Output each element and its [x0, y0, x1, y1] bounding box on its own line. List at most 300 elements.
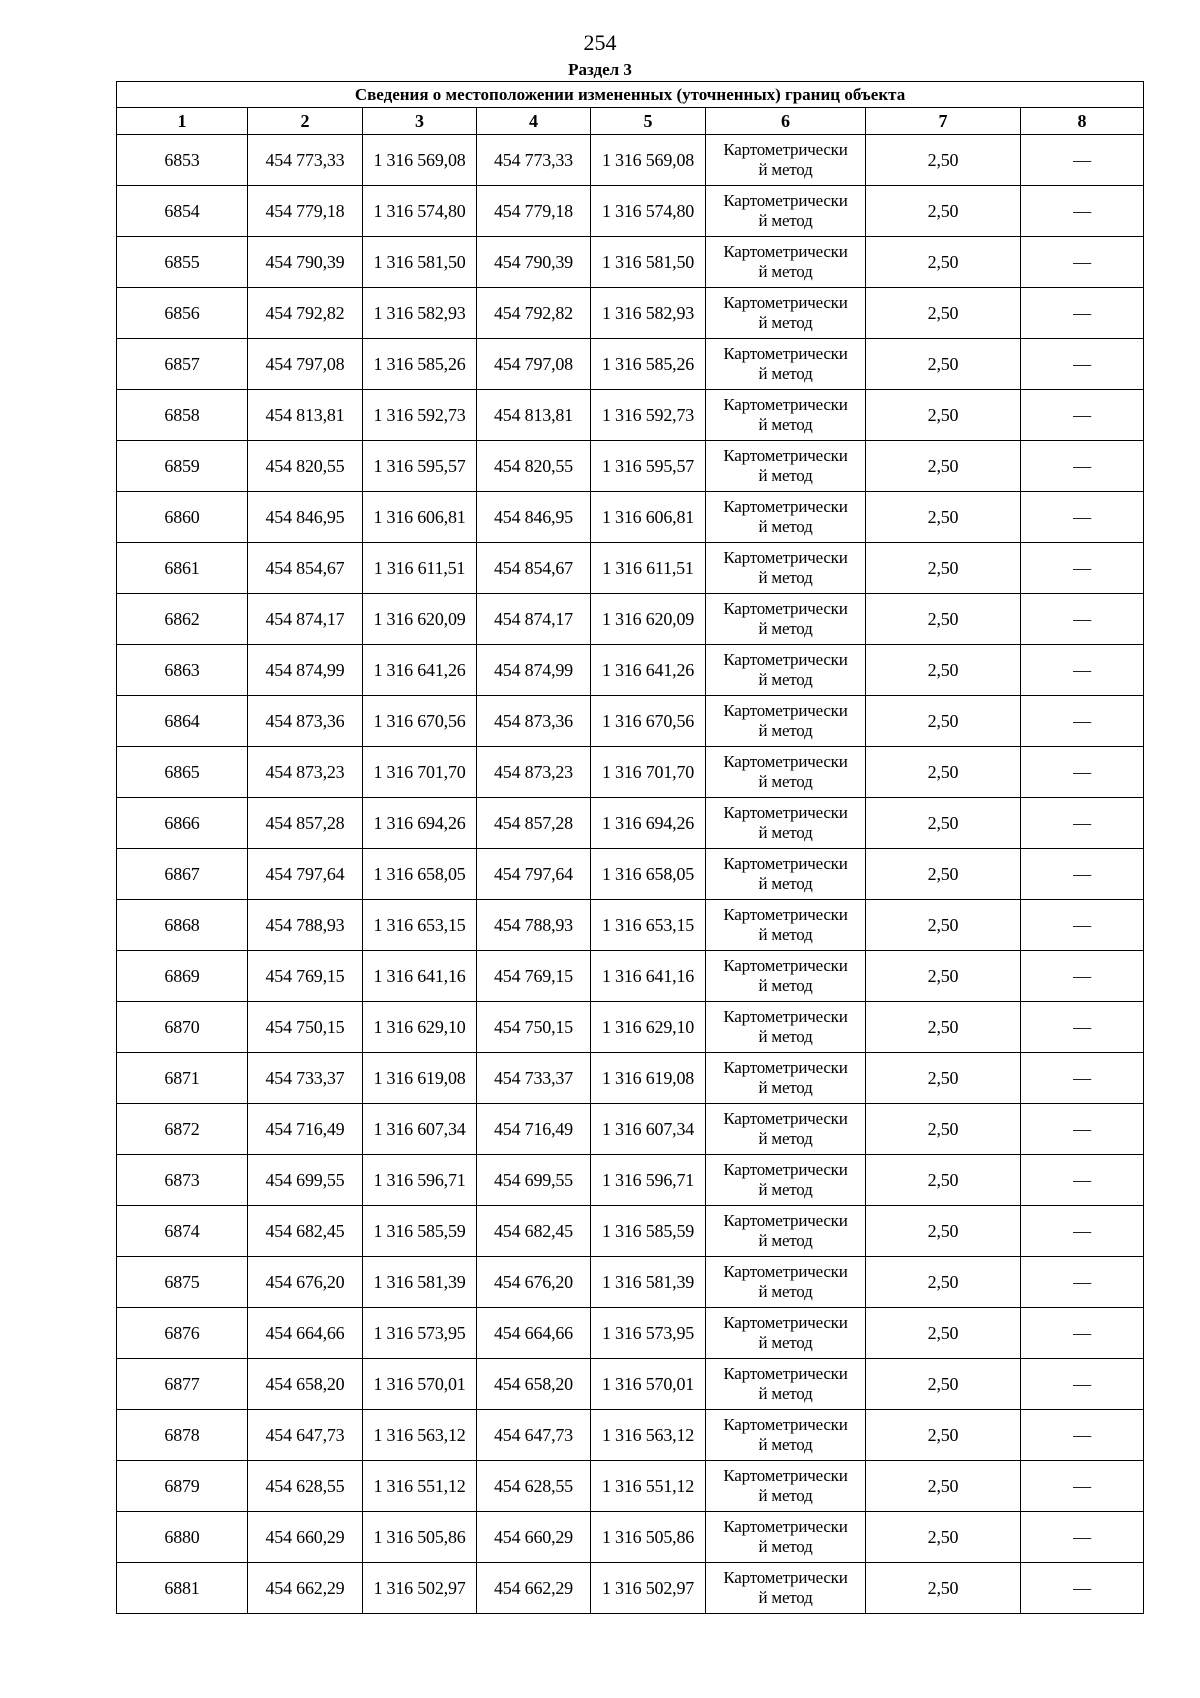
x-new-cell: 454 788,93 [477, 900, 591, 951]
y-new-cell: 1 316 658,05 [591, 849, 706, 900]
method-cell [706, 1206, 866, 1257]
x-new-cell: 454 820,55 [477, 441, 591, 492]
description-cell: — [1021, 543, 1144, 594]
accuracy-cell: 2,50 [866, 1155, 1021, 1206]
point-number-cell: 6856 [117, 288, 248, 339]
method-cell [706, 696, 866, 747]
method-cell [706, 1257, 866, 1308]
table-row [117, 1512, 1144, 1563]
column-number-row [117, 108, 1144, 135]
method-cell [706, 543, 866, 594]
x-existing-cell: 454 658,20 [248, 1359, 363, 1410]
method-line: й метод [758, 1588, 813, 1607]
accuracy-cell: 2,50 [866, 492, 1021, 543]
x-existing-cell: 454 873,23 [248, 747, 363, 798]
y-existing-cell: 1 316 505,86 [363, 1512, 477, 1563]
method-line: Картометрически [723, 446, 848, 465]
y-existing-cell: 1 316 641,16 [363, 951, 477, 1002]
description-cell: — [1021, 645, 1144, 696]
x-existing-cell: 454 797,64 [248, 849, 363, 900]
column-number: 6 [706, 108, 866, 135]
accuracy-cell: 2,50 [866, 594, 1021, 645]
accuracy-cell: 2,50 [866, 900, 1021, 951]
point-number-cell: 6854 [117, 186, 248, 237]
accuracy-cell: 2,50 [866, 1206, 1021, 1257]
section-title: Раздел 3 [568, 60, 632, 79]
table-row [117, 1308, 1144, 1359]
method-line: Картометрически [723, 1007, 848, 1026]
point-number-cell: 6872 [117, 1104, 248, 1155]
point-number-cell: 6861 [117, 543, 248, 594]
description-cell: — [1021, 1104, 1144, 1155]
x-existing-cell: 454 750,15 [248, 1002, 363, 1053]
y-existing-cell: 1 316 563,12 [363, 1410, 477, 1461]
method-line: Картометрически [723, 1160, 848, 1179]
column-number: 5 [591, 108, 706, 135]
description-cell: — [1021, 900, 1144, 951]
method-line: й метод [758, 1282, 813, 1301]
method-cell [706, 1359, 866, 1410]
accuracy-cell: 2,50 [866, 696, 1021, 747]
point-number-cell: 6878 [117, 1410, 248, 1461]
method-line: й метод [758, 364, 813, 383]
table-row [117, 339, 1144, 390]
table-row [117, 951, 1144, 1002]
y-existing-cell: 1 316 658,05 [363, 849, 477, 900]
method-line: й метод [758, 1078, 813, 1097]
x-new-cell: 454 676,20 [477, 1257, 591, 1308]
table-row [117, 1053, 1144, 1104]
method-line: Картометрически [723, 1415, 848, 1434]
y-existing-cell: 1 316 592,73 [363, 390, 477, 441]
method-line: Картометрически [723, 803, 848, 822]
method-line: Картометрически [723, 191, 848, 210]
x-new-cell: 454 733,37 [477, 1053, 591, 1104]
method-cell [706, 798, 866, 849]
point-number-cell: 6871 [117, 1053, 248, 1104]
description-cell: — [1021, 1512, 1144, 1563]
y-new-cell: 1 316 592,73 [591, 390, 706, 441]
y-existing-cell: 1 316 551,12 [363, 1461, 477, 1512]
point-number-cell: 6865 [117, 747, 248, 798]
column-number: 4 [477, 108, 591, 135]
description-cell: — [1021, 1563, 1144, 1614]
method-line: й метод [758, 1333, 813, 1352]
x-new-cell: 454 874,99 [477, 645, 591, 696]
x-new-cell: 454 660,29 [477, 1512, 591, 1563]
x-new-cell: 454 854,67 [477, 543, 591, 594]
method-line: й метод [758, 313, 813, 332]
method-line: Картометрически [723, 1058, 848, 1077]
boundary-table [116, 81, 1144, 1614]
y-new-cell: 1 316 585,26 [591, 339, 706, 390]
description-cell: — [1021, 288, 1144, 339]
description-cell: — [1021, 1002, 1144, 1053]
y-existing-cell: 1 316 581,50 [363, 237, 477, 288]
y-existing-cell: 1 316 607,34 [363, 1104, 477, 1155]
table-row [117, 1563, 1144, 1614]
description-cell: — [1021, 849, 1144, 900]
table-caption-row [117, 82, 1144, 108]
description-cell: — [1021, 1359, 1144, 1410]
y-existing-cell: 1 316 502,97 [363, 1563, 477, 1614]
y-new-cell: 1 316 619,08 [591, 1053, 706, 1104]
x-existing-cell: 454 769,15 [248, 951, 363, 1002]
table-row [117, 900, 1144, 951]
x-new-cell: 454 716,49 [477, 1104, 591, 1155]
table-row [117, 798, 1144, 849]
method-line: Картометрически [723, 242, 848, 261]
point-number-cell: 6864 [117, 696, 248, 747]
point-number-cell: 6866 [117, 798, 248, 849]
x-new-cell: 454 699,55 [477, 1155, 591, 1206]
table-row [117, 1359, 1144, 1410]
column-number: 1 [117, 108, 248, 135]
description-cell: — [1021, 951, 1144, 1002]
accuracy-cell: 2,50 [866, 747, 1021, 798]
method-line: Картометрически [723, 701, 848, 720]
method-cell [706, 1155, 866, 1206]
method-cell [706, 441, 866, 492]
method-cell [706, 1308, 866, 1359]
method-cell [706, 1563, 866, 1614]
y-new-cell: 1 316 582,93 [591, 288, 706, 339]
method-cell [706, 900, 866, 951]
accuracy-cell: 2,50 [866, 1512, 1021, 1563]
method-cell [706, 951, 866, 1002]
method-cell [706, 1104, 866, 1155]
description-cell: — [1021, 1461, 1144, 1512]
description-cell: — [1021, 1206, 1144, 1257]
method-line: й метод [758, 568, 813, 587]
y-new-cell: 1 316 701,70 [591, 747, 706, 798]
method-cell [706, 135, 866, 186]
description-cell: — [1021, 339, 1144, 390]
x-existing-cell: 454 664,66 [248, 1308, 363, 1359]
description-cell: — [1021, 135, 1144, 186]
description-cell: — [1021, 1155, 1144, 1206]
method-line: Картометрически [723, 1517, 848, 1536]
method-cell [706, 645, 866, 696]
x-existing-cell: 454 733,37 [248, 1053, 363, 1104]
point-number-cell: 6860 [117, 492, 248, 543]
method-cell [706, 339, 866, 390]
method-cell [706, 1512, 866, 1563]
table-row [117, 390, 1144, 441]
y-existing-cell: 1 316 619,08 [363, 1053, 477, 1104]
accuracy-cell: 2,50 [866, 1410, 1021, 1461]
x-existing-cell: 454 797,08 [248, 339, 363, 390]
x-new-cell: 454 873,23 [477, 747, 591, 798]
x-existing-cell: 454 628,55 [248, 1461, 363, 1512]
column-number: 7 [866, 108, 1021, 135]
y-existing-cell: 1 316 574,80 [363, 186, 477, 237]
method-line: Картометрически [723, 140, 848, 159]
y-existing-cell: 1 316 595,57 [363, 441, 477, 492]
method-line: Картометрически [723, 1313, 848, 1332]
accuracy-cell: 2,50 [866, 1563, 1021, 1614]
description-cell: — [1021, 186, 1144, 237]
accuracy-cell: 2,50 [866, 645, 1021, 696]
y-new-cell: 1 316 585,59 [591, 1206, 706, 1257]
description-cell: — [1021, 594, 1144, 645]
column-number: 2 [248, 108, 363, 135]
y-existing-cell: 1 316 581,39 [363, 1257, 477, 1308]
x-new-cell: 454 813,81 [477, 390, 591, 441]
method-line: Картометрически [723, 497, 848, 516]
method-line: Картометрически [723, 854, 848, 873]
y-new-cell: 1 316 629,10 [591, 1002, 706, 1053]
accuracy-cell: 2,50 [866, 1359, 1021, 1410]
method-cell [706, 747, 866, 798]
accuracy-cell: 2,50 [866, 1257, 1021, 1308]
description-cell: — [1021, 492, 1144, 543]
description-cell: — [1021, 390, 1144, 441]
method-line: Картометрически [723, 599, 848, 618]
table-row [117, 747, 1144, 798]
x-existing-cell: 454 846,95 [248, 492, 363, 543]
y-existing-cell: 1 316 620,09 [363, 594, 477, 645]
method-line: й метод [758, 517, 813, 536]
accuracy-cell: 2,50 [866, 1053, 1021, 1104]
method-line: й метод [758, 262, 813, 281]
method-cell [706, 237, 866, 288]
column-number: 3 [363, 108, 477, 135]
method-cell [706, 1461, 866, 1512]
table-row [117, 288, 1144, 339]
accuracy-cell: 2,50 [866, 441, 1021, 492]
x-new-cell: 454 857,28 [477, 798, 591, 849]
point-number-cell: 6881 [117, 1563, 248, 1614]
point-number-cell: 6855 [117, 237, 248, 288]
x-existing-cell: 454 699,55 [248, 1155, 363, 1206]
y-existing-cell: 1 316 629,10 [363, 1002, 477, 1053]
x-existing-cell: 454 682,45 [248, 1206, 363, 1257]
table-row [117, 1155, 1144, 1206]
x-new-cell: 454 750,15 [477, 1002, 591, 1053]
y-existing-cell: 1 316 570,01 [363, 1359, 477, 1410]
method-cell [706, 492, 866, 543]
y-new-cell: 1 316 694,26 [591, 798, 706, 849]
accuracy-cell: 2,50 [866, 186, 1021, 237]
x-new-cell: 454 797,64 [477, 849, 591, 900]
method-line: й метод [758, 1027, 813, 1046]
x-new-cell: 454 790,39 [477, 237, 591, 288]
method-cell [706, 1002, 866, 1053]
x-existing-cell: 454 716,49 [248, 1104, 363, 1155]
y-new-cell: 1 316 653,15 [591, 900, 706, 951]
table-row [117, 594, 1144, 645]
description-cell: — [1021, 237, 1144, 288]
method-line: Картометрически [723, 1109, 848, 1128]
description-cell: — [1021, 798, 1144, 849]
description-cell: — [1021, 1308, 1144, 1359]
y-new-cell: 1 316 581,50 [591, 237, 706, 288]
table-body [117, 135, 1144, 1614]
accuracy-cell: 2,50 [866, 390, 1021, 441]
description-cell: — [1021, 1053, 1144, 1104]
accuracy-cell: 2,50 [866, 1461, 1021, 1512]
point-number-cell: 6877 [117, 1359, 248, 1410]
x-new-cell: 454 792,82 [477, 288, 591, 339]
x-existing-cell: 454 779,18 [248, 186, 363, 237]
method-line: й метод [758, 1129, 813, 1148]
y-new-cell: 1 316 505,86 [591, 1512, 706, 1563]
table-row [117, 1257, 1144, 1308]
y-existing-cell: 1 316 606,81 [363, 492, 477, 543]
x-existing-cell: 454 660,29 [248, 1512, 363, 1563]
table-row [117, 492, 1144, 543]
method-line: Картометрически [723, 293, 848, 312]
y-new-cell: 1 316 573,95 [591, 1308, 706, 1359]
method-line: й метод [758, 619, 813, 638]
accuracy-cell: 2,50 [866, 1002, 1021, 1053]
x-new-cell: 454 682,45 [477, 1206, 591, 1257]
method-line: й метод [758, 1537, 813, 1556]
y-existing-cell: 1 316 694,26 [363, 798, 477, 849]
method-line: й метод [758, 211, 813, 230]
point-number-cell: 6869 [117, 951, 248, 1002]
point-number-cell: 6868 [117, 900, 248, 951]
y-new-cell: 1 316 574,80 [591, 186, 706, 237]
y-new-cell: 1 316 595,57 [591, 441, 706, 492]
x-existing-cell: 454 676,20 [248, 1257, 363, 1308]
y-new-cell: 1 316 551,12 [591, 1461, 706, 1512]
method-cell [706, 288, 866, 339]
point-number-cell: 6863 [117, 645, 248, 696]
x-existing-cell: 454 854,67 [248, 543, 363, 594]
method-line: Картометрически [723, 395, 848, 414]
accuracy-cell: 2,50 [866, 798, 1021, 849]
method-cell [706, 849, 866, 900]
point-number-cell: 6859 [117, 441, 248, 492]
method-line: й метод [758, 1231, 813, 1250]
x-existing-cell: 454 874,99 [248, 645, 363, 696]
x-new-cell: 454 662,29 [477, 1563, 591, 1614]
y-existing-cell: 1 316 585,59 [363, 1206, 477, 1257]
x-new-cell: 454 647,73 [477, 1410, 591, 1461]
method-line: Картометрически [723, 905, 848, 924]
method-line: й метод [758, 160, 813, 179]
description-cell: — [1021, 747, 1144, 798]
x-new-cell: 454 773,33 [477, 135, 591, 186]
y-existing-cell: 1 316 701,70 [363, 747, 477, 798]
accuracy-cell: 2,50 [866, 135, 1021, 186]
method-line: й метод [758, 823, 813, 842]
y-existing-cell: 1 316 569,08 [363, 135, 477, 186]
method-line: Картометрически [723, 548, 848, 567]
method-line: Картометрически [723, 1568, 848, 1587]
x-new-cell: 454 658,20 [477, 1359, 591, 1410]
table-row [117, 237, 1144, 288]
y-existing-cell: 1 316 582,93 [363, 288, 477, 339]
accuracy-cell: 2,50 [866, 849, 1021, 900]
method-line: Картометрически [723, 650, 848, 669]
table-row [117, 543, 1144, 594]
column-number: 8 [1021, 108, 1144, 135]
y-new-cell: 1 316 670,56 [591, 696, 706, 747]
accuracy-cell: 2,50 [866, 1104, 1021, 1155]
point-number-cell: 6876 [117, 1308, 248, 1359]
y-existing-cell: 1 316 611,51 [363, 543, 477, 594]
point-number-cell: 6870 [117, 1002, 248, 1053]
x-existing-cell: 454 790,39 [248, 237, 363, 288]
point-number-cell: 6853 [117, 135, 248, 186]
table-row [117, 1104, 1144, 1155]
y-existing-cell: 1 316 573,95 [363, 1308, 477, 1359]
x-existing-cell: 454 788,93 [248, 900, 363, 951]
table-row [117, 441, 1144, 492]
y-new-cell: 1 316 563,12 [591, 1410, 706, 1461]
method-line: й метод [758, 874, 813, 893]
y-new-cell: 1 316 606,81 [591, 492, 706, 543]
method-line: Картометрически [723, 1364, 848, 1383]
method-line: й метод [758, 772, 813, 791]
method-line: Картометрически [723, 1211, 848, 1230]
x-new-cell: 454 797,08 [477, 339, 591, 390]
table-row [117, 849, 1144, 900]
y-new-cell: 1 316 581,39 [591, 1257, 706, 1308]
x-new-cell: 454 769,15 [477, 951, 591, 1002]
method-line: й метод [758, 1486, 813, 1505]
x-new-cell: 454 873,36 [477, 696, 591, 747]
accuracy-cell: 2,50 [866, 288, 1021, 339]
x-existing-cell: 454 792,82 [248, 288, 363, 339]
accuracy-cell: 2,50 [866, 543, 1021, 594]
table-row [117, 1002, 1144, 1053]
method-line: Картометрически [723, 956, 848, 975]
table-row [117, 135, 1144, 186]
method-line: й метод [758, 670, 813, 689]
method-line: й метод [758, 925, 813, 944]
method-cell [706, 186, 866, 237]
table-row [117, 696, 1144, 747]
page-number: 254 [583, 30, 617, 55]
method-line: й метод [758, 415, 813, 434]
table-row [117, 1461, 1144, 1512]
x-new-cell: 454 664,66 [477, 1308, 591, 1359]
y-new-cell: 1 316 641,16 [591, 951, 706, 1002]
method-cell [706, 390, 866, 441]
x-new-cell: 454 628,55 [477, 1461, 591, 1512]
table-row [117, 1206, 1144, 1257]
accuracy-cell: 2,50 [866, 1308, 1021, 1359]
point-number-cell: 6862 [117, 594, 248, 645]
x-existing-cell: 454 873,36 [248, 696, 363, 747]
method-line: й метод [758, 1435, 813, 1454]
method-cell [706, 1410, 866, 1461]
method-line: й метод [758, 976, 813, 995]
y-existing-cell: 1 316 641,26 [363, 645, 477, 696]
x-existing-cell: 454 857,28 [248, 798, 363, 849]
table-caption: Сведения о местоположении измененных (уточненных) границ объекта [117, 82, 1144, 108]
point-number-cell: 6874 [117, 1206, 248, 1257]
table-row [117, 186, 1144, 237]
method-line: й метод [758, 721, 813, 740]
method-line: й метод [758, 1180, 813, 1199]
y-new-cell: 1 316 569,08 [591, 135, 706, 186]
y-new-cell: 1 316 502,97 [591, 1563, 706, 1614]
x-existing-cell: 454 647,73 [248, 1410, 363, 1461]
point-number-cell: 6875 [117, 1257, 248, 1308]
method-cell [706, 1053, 866, 1104]
y-new-cell: 1 316 607,34 [591, 1104, 706, 1155]
description-cell: — [1021, 1257, 1144, 1308]
point-number-cell: 6879 [117, 1461, 248, 1512]
description-cell: — [1021, 696, 1144, 747]
point-number-cell: 6857 [117, 339, 248, 390]
y-existing-cell: 1 316 653,15 [363, 900, 477, 951]
